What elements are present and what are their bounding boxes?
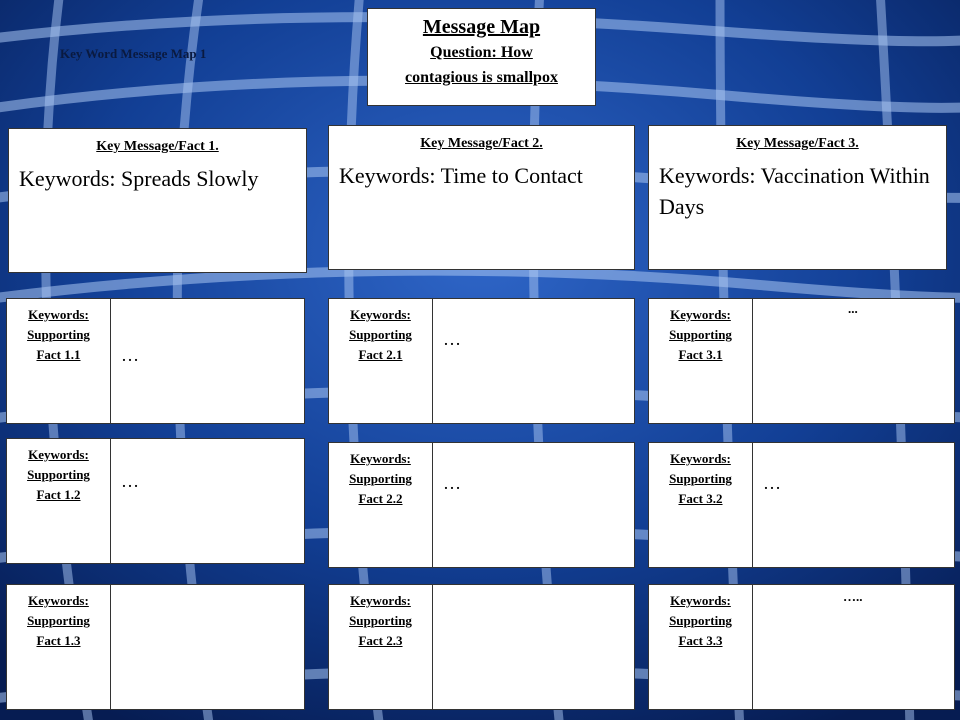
key-message-3-heading: Key Message/Fact 3. — [736, 136, 859, 151]
key-message-1-heading: Key Message/Fact 1. — [96, 139, 219, 154]
key-message-2-heading: Key Message/Fact 2. — [420, 136, 543, 151]
key-message-1-box — [8, 128, 307, 273]
supporting-fact-2-2-value: … — [443, 473, 461, 493]
supporting-fact-1-2-value: … — [121, 471, 139, 491]
supporting-fact-3-2-label: Keywords: Supporting Fact 3.2 — [649, 443, 753, 567]
key-message-1-keywords: Keywords: Spreads Slowly — [19, 166, 259, 191]
supporting-fact-3-1-content — [753, 299, 954, 423]
supporting-fact-3-3-label: Keywords: Supporting Fact 3.3 — [649, 585, 753, 709]
supporting-fact-2-3-label: Keywords: Supporting Fact 2.3 — [329, 585, 433, 709]
page-title: Message Map — [422, 16, 541, 38]
supporting-fact-1-1-content — [111, 299, 304, 423]
supporting-fact-3-1-value: ... — [848, 301, 858, 316]
title-box — [367, 8, 596, 106]
supporting-fact-1-1-box — [6, 298, 305, 424]
supporting-fact-2-1-label: Keywords: Supporting Fact 2.1 — [329, 299, 433, 423]
supporting-fact-3-3-value: ….. — [843, 589, 863, 604]
supporting-fact-3-2-content — [753, 443, 954, 567]
supporting-fact-1-2-label: Keywords: Supporting Fact 1.2 — [7, 439, 111, 563]
supporting-fact-3-2-value: … — [763, 473, 781, 493]
supporting-fact-2-1-value: … — [443, 329, 461, 349]
key-message-2-keywords: Keywords: Time to Contact — [339, 163, 583, 188]
key-message-3-keywords: Keywords: Vaccination Within Days — [659, 163, 930, 219]
supporting-fact-1-3-label: Keywords: Supporting Fact 1.3 — [7, 585, 111, 709]
supporting-fact-2-1-box — [328, 298, 635, 424]
supporting-fact-2-3-content — [433, 585, 634, 709]
question-line-1: Question: How — [430, 44, 533, 61]
key-message-2-box — [328, 125, 635, 270]
supporting-fact-3-1-label: Keywords: Supporting Fact 3.1 — [649, 299, 753, 423]
supporting-fact-2-2-label: Keywords: Supporting Fact 2.2 — [329, 443, 433, 567]
supporting-fact-1-1-value: … — [121, 345, 139, 365]
map-caption: Key Word Message Map 1 — [60, 46, 207, 61]
supporting-fact-3-3-content — [753, 585, 954, 709]
supporting-fact-1-3-content — [111, 585, 304, 709]
supporting-fact-1-1-label: Keywords: Supporting Fact 1.1 — [7, 299, 111, 423]
question-line-2: contagious is smallpox — [405, 69, 558, 86]
supporting-fact-3-1-box — [648, 298, 955, 424]
supporting-fact-2-2-content — [433, 443, 634, 567]
supporting-fact-2-1-content — [433, 299, 634, 423]
supporting-fact-1-2-content — [111, 439, 304, 563]
supporting-fact-3-2-box — [648, 442, 955, 568]
supporting-fact-1-3-box — [6, 584, 305, 710]
supporting-fact-3-3-box — [648, 584, 955, 710]
supporting-fact-2-3-box — [328, 584, 635, 710]
supporting-fact-2-2-box — [328, 442, 635, 568]
key-message-3-box — [648, 125, 947, 270]
supporting-fact-1-2-box — [6, 438, 305, 564]
